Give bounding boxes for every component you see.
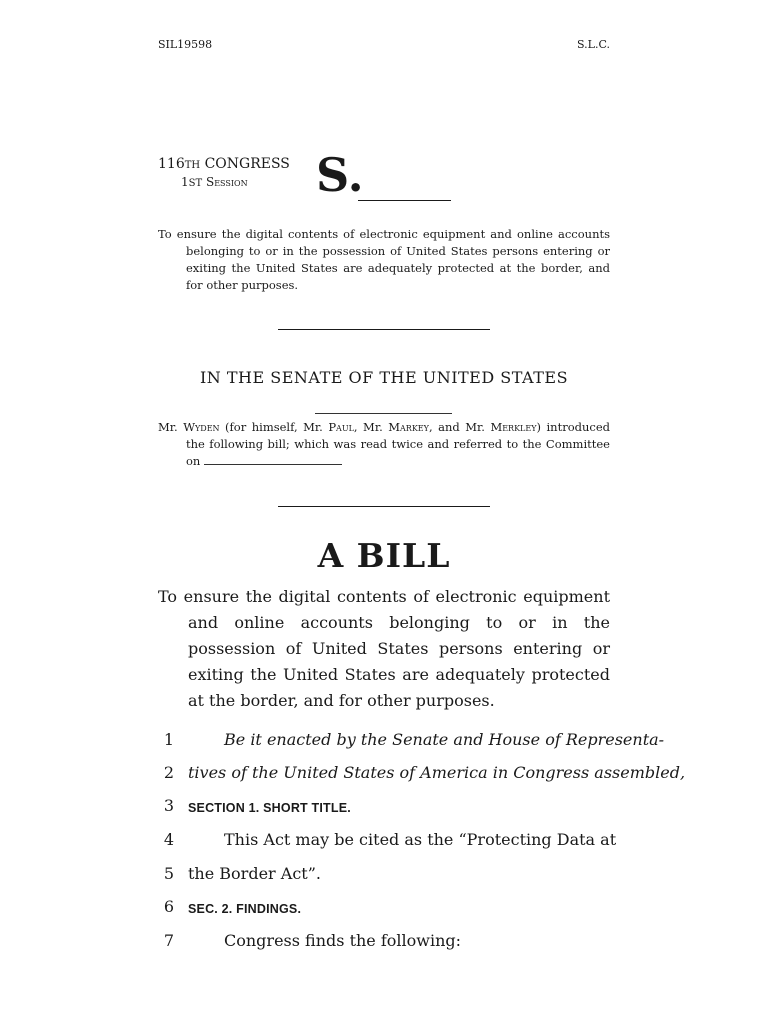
- line-number: 2: [163, 763, 175, 782]
- chamber-heading: IN THE SENATE OF THE UNITED STATES: [199, 368, 569, 387]
- line-number: 3: [163, 796, 175, 815]
- divider: [278, 329, 490, 330]
- line-number: 1: [163, 730, 175, 749]
- section-heading: SECTION 1. SHORT TITLE.: [188, 801, 351, 815]
- purpose-short: To ensure the digital contents of electronic equipment and online accounts belonging to or in the possession of United States persons entering or exiting the United States are adequately protected at the border, and for other purposes.: [158, 227, 610, 292]
- line-number: 6: [163, 897, 175, 916]
- enacting-clause-line: Be it enacted by the Senate and House of Representa-: [224, 730, 665, 749]
- sponsors-text: Mr. Wyden (for himself, Mr. Paul, Mr. Markey, and Mr. Merkley) introduced the following bill; which was read twice and referred to the Committee on: [158, 420, 611, 468]
- line-number: 4: [163, 830, 175, 849]
- body-line: the Border Act”.: [188, 864, 321, 883]
- bill-prefix: S.: [316, 148, 364, 202]
- committee-blank: [204, 454, 342, 465]
- enacting-clause-line: tives of the United States of America in Congress assembled,: [188, 763, 686, 782]
- divider: [278, 506, 490, 507]
- bill-title: A BILL: [317, 536, 451, 575]
- document-id: SIL19598: [158, 38, 213, 51]
- congress-number: 116TH CONGRESS: [158, 156, 290, 172]
- purpose-long: To ensure the digital contents of electronic equipment and online accounts belonging to or in the possession of United States persons entering or exiting the United States are adequately protected at the border, and for other purposes.: [158, 587, 610, 710]
- divider-thin: [315, 413, 452, 414]
- line-number: 5: [163, 864, 175, 883]
- bill-number-blank: [358, 200, 451, 201]
- congress-session-block: [158, 156, 290, 192]
- body-line: Congress finds the following:: [224, 931, 462, 950]
- line-number: 7: [163, 931, 175, 950]
- session-number: 1ST Session: [181, 175, 248, 189]
- body-line: This Act may be cited as the “Protecting Data at: [224, 830, 617, 849]
- office-code: S.L.C.: [577, 38, 610, 51]
- section-heading: SEC. 2. FINDINGS.: [188, 902, 302, 916]
